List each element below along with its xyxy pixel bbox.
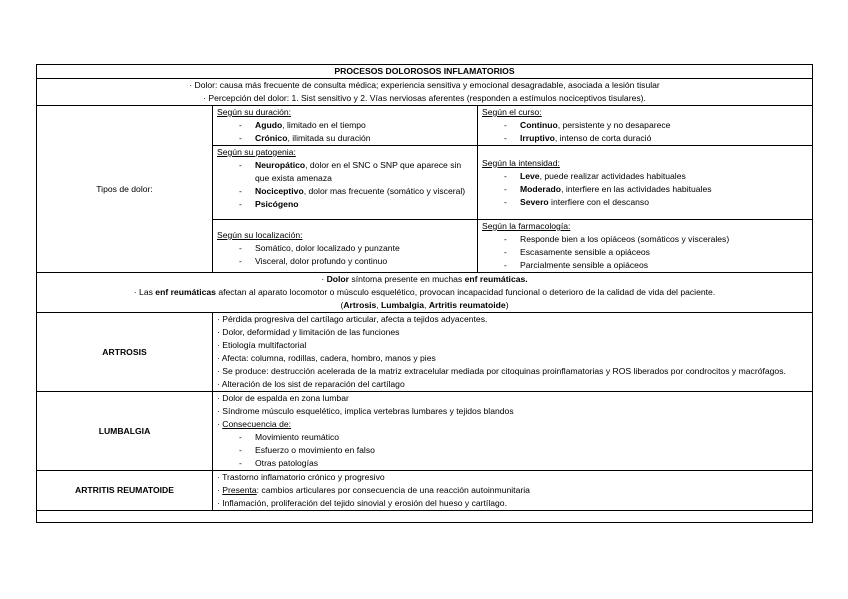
list-item: - Psicógeno (239, 198, 473, 211)
artrosis-line: · Afecta: columna, rodillas, cadera, hombro, manos y pies (217, 353, 436, 363)
curso-list (482, 119, 808, 145)
artrosis-content (213, 313, 813, 392)
reumaticas-line-2: · Las enf reumáticas afectan al aparato locomotor o músculo esquelético, provocan incapacidad funcional o deterioro de la calidad de vida del paciente. (133, 287, 716, 297)
artrosis-line: · Dolor, deformidad y limitación de las funciones (217, 327, 400, 337)
patogenia-cell (213, 146, 478, 220)
farmacologia-heading: Según la farmacología: (482, 221, 571, 231)
reumaticas-line-3: (Artrosis, Lumbalgia, Artritis reumatoide) (340, 300, 509, 310)
list-item: - Parcialmente sensible a opiáceos (504, 259, 808, 272)
list-item: - Irruptivo, intenso de corta duració (504, 132, 808, 145)
intensidad-list (482, 170, 808, 209)
localizacion-list (217, 242, 473, 268)
artritis-line: · Presenta: cambios articulares por consecuencia de una reacción autoinmunitaria (217, 485, 530, 495)
patogenia-list (217, 159, 473, 211)
list-item: - Nociceptivo, dolor mas frecuente (somático y visceral) (239, 185, 473, 198)
lumbalgia-row (37, 392, 813, 471)
tipos-row-1 (37, 106, 813, 146)
list-item: - Visceral, dolor profundo y continuo (239, 255, 473, 268)
artritis-row (37, 471, 813, 511)
lumbalgia-list (217, 431, 808, 470)
farmacologia-list (482, 233, 808, 272)
empty-row (37, 511, 813, 523)
list-item: - Severo interfiere con el descanso (504, 196, 808, 209)
lumbalgia-label: LUMBALGIA (37, 392, 213, 471)
reumaticas-cell (37, 273, 813, 313)
list-item: - Otras patologías (239, 457, 808, 470)
list-item: - Somático, dolor localizado y punzante (239, 242, 473, 255)
list-item: - Neuropático, dolor en el SNC o SNP que aparece sin que exista amenaza (239, 159, 473, 185)
intro-line-2: · Percepción del dolor: 1. Sist sensitivo y 2. Vías nerviosas aferentes (responden a estímulos nociceptivos tisulares). (203, 93, 646, 103)
intensidad-heading: Según la intensidad: (482, 157, 560, 168)
lumbalgia-consecuencia: · Consecuencia de: (217, 419, 292, 429)
artritis-content (213, 471, 813, 511)
list-item: - Esfuerzo o movimiento en falso (239, 444, 808, 457)
summary-table (36, 64, 813, 523)
lumbalgia-line: · Dolor de espalda en zona lumbar (217, 393, 349, 403)
reumaticas-line-1: · Dolor síntoma presente en muchas enf reumáticas. (321, 274, 528, 284)
list-item: - Moderado, interfiere en las actividades habituales (504, 183, 808, 196)
curso-cell (478, 106, 813, 146)
artritis-line: · Inflamación, proliferación del tejido sinovial y erosión del hueso y cartílago. (217, 498, 507, 508)
artritis-line: · Trastorno inflamatorio crónico y progresivo (217, 472, 385, 482)
lumbalgia-content (213, 392, 813, 471)
duracion-list (217, 119, 473, 145)
artrosis-row (37, 313, 813, 392)
intro-line-1: · Dolor: causa más frecuente de consulta médica; experiencia sensitiva y emocional desagradable, asociada a lesión tisular (189, 80, 660, 90)
patogenia-heading: Según su patogenia: (217, 147, 296, 157)
document-title: PROCESOS DOLOROSOS INFLAMATORIOS (37, 65, 813, 79)
list-item: - Escasamente sensible a opiáceos (504, 246, 808, 259)
empty-cell (37, 511, 813, 523)
artrosis-label: ARTROSIS (37, 313, 213, 392)
duracion-heading: Según su duración: (217, 107, 292, 117)
list-item: - Movimiento reumático (239, 431, 808, 444)
intensidad-cell (478, 146, 813, 220)
curso-heading: Según el curso: (482, 107, 542, 117)
title-row (37, 65, 813, 79)
lumbalgia-line: · Síndrome músculo esquelético, implica vertebras lumbares y tejidos blandos (217, 406, 514, 416)
list-item: - Crónico, ilimitada su duración (239, 132, 473, 145)
reumaticas-row (37, 273, 813, 313)
artrosis-line: · Se produce: destrucción acelerada de la matriz extracelular mediada por citoquinas proinflamatorias y ROS liberados por condrocitos y macrófagos. (217, 366, 786, 376)
duracion-cell (213, 106, 478, 146)
list-item: - Responde bien a los opiáceos (somáticos y viscerales) (504, 233, 808, 246)
artrosis-line: · Etiología multifactorial (217, 340, 307, 350)
list-item: - Agudo, limitado en el tiempo (239, 119, 473, 132)
intro-row (37, 79, 813, 106)
artrosis-line: · Pérdida progresiva del cartílago articular, afecta a tejidos adyacentes. (217, 314, 488, 324)
farmacologia-cell (478, 220, 813, 273)
localizacion-cell (213, 220, 478, 273)
artritis-label: ARTRITIS REUMATOIDE (37, 471, 213, 511)
list-item: - Leve, puede realizar actividades habituales (504, 170, 808, 183)
tipos-label: Tipos de dolor: (37, 106, 213, 273)
artrosis-line: · Alteración de los sist de reparación del cartílago (217, 379, 405, 389)
intro-cell (37, 79, 813, 106)
list-item: - Continuo, persistente y no desaparece (504, 119, 808, 132)
localizacion-heading: Según su localización: (217, 230, 303, 240)
